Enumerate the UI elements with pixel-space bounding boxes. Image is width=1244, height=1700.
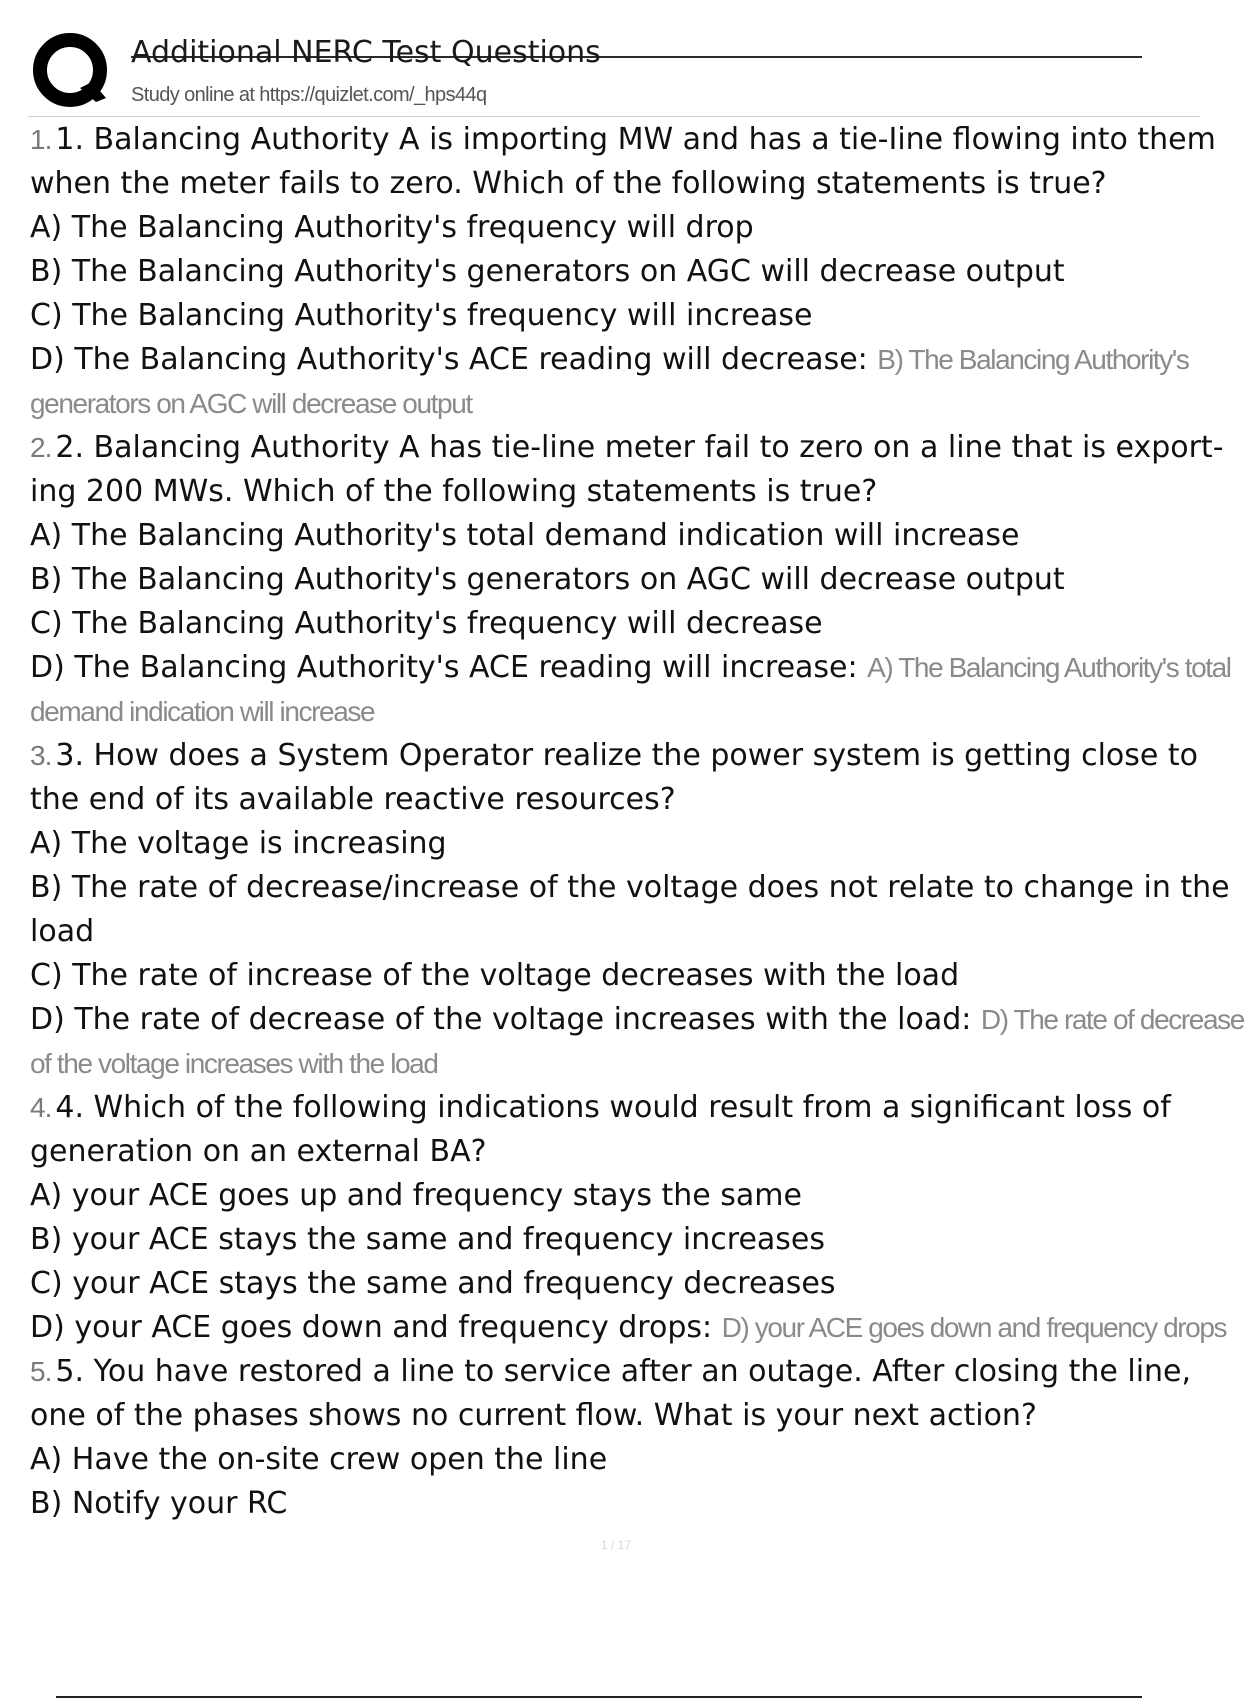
questions-list	[30, 118, 1244, 1521]
question-text: 3. How does a System Operator realize the power system is getting close to	[55, 738, 1198, 773]
question-2	[30, 426, 1231, 734]
question-line	[30, 1350, 1200, 1394]
answer-text: D) The rate of decrease	[980, 1004, 1244, 1035]
document-title: Additional NERC Test Questions	[131, 35, 601, 70]
study-online-link[interactable]: Study online at https://quizlet.com/_hps44q	[131, 84, 487, 106]
question-text: 5. You have restored a line to service after an outage. After closing the line,	[55, 1354, 1192, 1389]
question-1	[30, 118, 1216, 426]
page-number: 1 / 17	[600, 1538, 632, 1552]
option-d	[30, 1306, 1227, 1350]
option-a: A) your ACE goes up and frequency stays the same	[30, 1178, 802, 1213]
option-a: A) The Balancing Authority's total demand indication will increase	[30, 518, 1020, 553]
answer-continuation	[30, 690, 1200, 734]
option-c: C) your ACE stays the same and frequency decreases	[30, 1266, 836, 1301]
option-b: B) The rate of decrease/increase of the voltage does not relate to change in the	[30, 870, 1230, 905]
answer-text: of the voltage increases with the load	[30, 1048, 438, 1079]
question-line: ing 200 MWs. Which of the following statements is true?	[30, 474, 878, 509]
answer-continuation	[30, 1042, 1200, 1086]
option-c: C) The Balancing Authority's frequency will decrease	[30, 606, 823, 641]
option-d	[30, 338, 1200, 382]
question-line: one of the phases shows no current flow. What is your next action?	[30, 1398, 1037, 1433]
option-b: B) your ACE stays the same and frequency increases	[30, 1222, 825, 1257]
answer-text: demand indication will increase	[30, 696, 375, 727]
question-line	[30, 118, 1216, 162]
option-d	[30, 998, 1244, 1042]
answer-text: A) The Balancing Authority's total	[867, 652, 1231, 683]
question-number: 5.	[30, 1356, 52, 1387]
option-a: A) The voltage is increasing	[30, 826, 447, 861]
option-b-continuation: load	[30, 914, 95, 949]
option-b: B) The Balancing Authority's generators on AGC will decrease output	[30, 254, 1065, 289]
option-c: C) The rate of increase of the voltage decreases with the load	[30, 958, 960, 993]
question-line	[30, 426, 1224, 470]
option-b: B) The Balancing Authority's generators on AGC will decrease output	[30, 562, 1065, 597]
question-number: 4.	[30, 1092, 52, 1123]
answer-continuation	[30, 382, 1200, 426]
option-a: A) The Balancing Authority's frequency will drop	[30, 210, 754, 245]
option-d-text: D) your ACE goes down and frequency drops:	[30, 1310, 722, 1345]
answer-text: D) your ACE goes down and frequency drops	[721, 1312, 1227, 1343]
question-text: 1. Balancing Authority A is importing MW and has a tie-Iine flowing into them	[55, 122, 1216, 157]
question-text: 4. Which of the following indications would result from a significant loss of	[55, 1090, 1171, 1125]
question-number: 1.	[30, 124, 52, 155]
question-number: 2.	[30, 432, 52, 463]
option-d-text: D) The Balancing Authority's ACE reading will increase:	[30, 650, 868, 685]
option-d-text: D) The Balancing Authority's ACE reading will decrease:	[30, 342, 878, 377]
question-line: when the meter fails to zero. Which of the following statements is true?	[30, 166, 1107, 201]
footer-divider	[56, 1696, 1142, 1698]
question-line: the end of its available reactive resources?	[30, 782, 676, 817]
question-3	[30, 734, 1244, 1086]
question-line	[30, 734, 1200, 778]
quizlet-logo-icon	[30, 30, 114, 114]
page-header	[0, 0, 1200, 118]
question-line	[30, 1086, 1200, 1130]
option-d-text: D) The rate of decrease of the voltage increases with the load:	[30, 1002, 981, 1037]
question-line: generation on an external BA?	[30, 1134, 487, 1169]
option-c: C) The Balancing Authority's frequency will increase	[30, 298, 813, 333]
header-divider	[28, 116, 1200, 117]
question-4	[30, 1086, 1227, 1350]
option-d	[30, 646, 1231, 690]
question-text: 2. Balancing Authority A has tie-line meter fail to zero on a line that is export-	[55, 430, 1224, 465]
question-5	[30, 1350, 1200, 1526]
answer-text: B) The Balancing Authority's	[877, 344, 1189, 375]
option-b: B) Notify your RC	[30, 1486, 288, 1521]
answer-text: generators on AGC will decrease output	[30, 388, 472, 419]
option-a: A) Have the on-site crew open the line	[30, 1442, 608, 1477]
question-number: 3.	[30, 740, 52, 771]
